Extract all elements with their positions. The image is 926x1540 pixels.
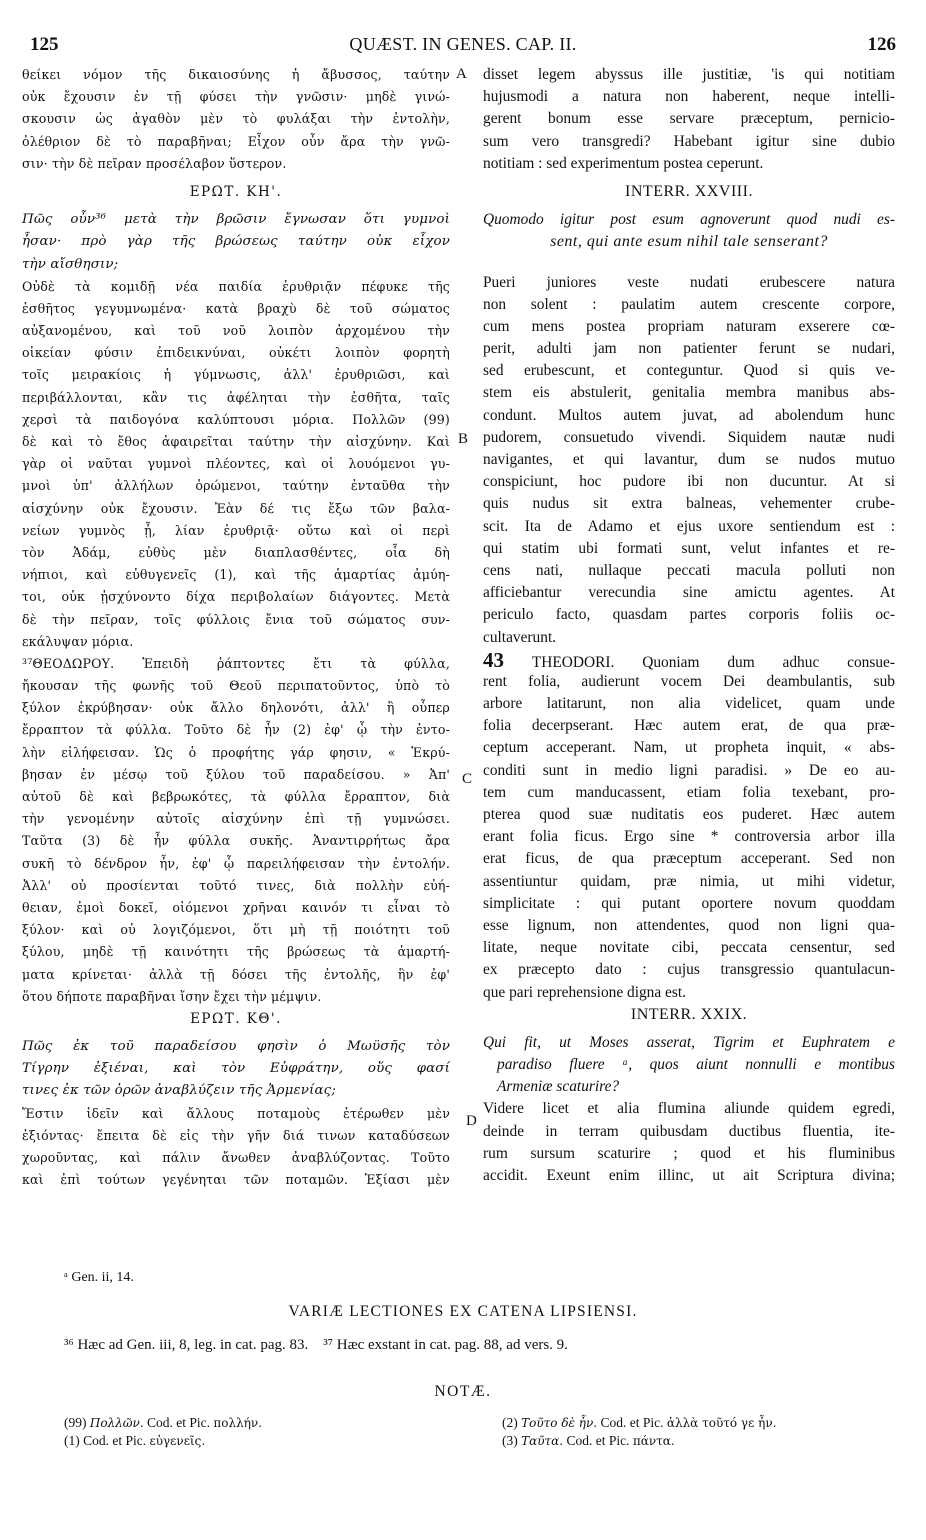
greek-line: ξύλου, μηδὲ τῇ καινότητι τῆς βρώσεως τὰ ἁμαρτή- — [22, 944, 450, 960]
greek-line: δὲ καὶ τὸ ἔθος ἀφαιρεῖται ταύτην τὴν αἰσχύνην. Καὶ — [22, 434, 450, 449]
greek-line: ³⁷ΘΕΟΔΩΡΟΥ. Ἐπειδὴ ῥάπτοντες ἔτι τὰ φύλλα, — [22, 655, 450, 671]
latin-line: ex præcepto dato : cujus transgressio quantulacun- — [483, 961, 895, 979]
greek-line: Ἀλλ' οὐ προσίενται τοῦτό τινες, διὰ πολλὴν εὐή- — [22, 877, 450, 893]
latin-line: Videre licet et alia flumina aliunde quidem egredi, — [483, 1100, 895, 1118]
note-greek: πάντα. — [632, 1434, 675, 1448]
latin-question-line: Qui fit, ut Moses asserat, Tigrim et Euphratem e — [483, 1033, 895, 1051]
greek-question-line: ἦσαν· πρὸ γὰρ τῆς βρώσεως ταύτην οὐκ εἶχον — [22, 234, 450, 250]
note-lemma: Τοῦτο δὲ ἦν. — [521, 1416, 598, 1430]
notae-title: NOTÆ. — [434, 1383, 492, 1400]
note-greek: ἀλλὰ τοῦτό γε ἦν. — [666, 1416, 777, 1430]
latin-line: pterea quod suæ nuditatis eos puderet. Hæc autem — [483, 806, 895, 823]
greek-line: περιβάλλονται, κἂν τις ἀφέληται τὴν ἐσθῆτα, ταῖς — [22, 389, 450, 405]
latin-intro-line: gerent bonum esse servare præceptum, pernicio- — [483, 110, 895, 128]
greek-line: Οὐδὲ τὰ κομιδῇ νέα παιδία ἐρυθριᾷν πέφυκε τῆς — [22, 278, 450, 294]
page-number-right: 126 — [867, 34, 896, 55]
note-label: (3) — [502, 1433, 518, 1448]
latin-line: litate, neque novitate cibi, peccata censentur, sed — [483, 939, 895, 957]
variant-note-37: ³⁷ Hæc exstant in cat. pag. 88, ad vers. 9. — [323, 1337, 568, 1353]
latin-line: erant folia ficus. Ergo sine * controversia arbor illa — [483, 828, 895, 846]
notes-right-column — [502, 1414, 776, 1450]
running-header — [30, 34, 896, 60]
latin-question-line: Quomodo igitur post esum agnoverunt quod nudi es- — [483, 211, 895, 229]
greek-intro-line: ὀλέθριον δὲ τὸ παραβῆναι; Εἶχον οὖν ἄρα τὴν γνῶ- — [22, 133, 450, 149]
greek-line: βησαν ἐν μέσῳ τοῦ ξύλου τοῦ παραδείσου. » Ἀπ' — [22, 766, 450, 782]
latin-line: simplicitate : qui putant oportere novum quoddam — [483, 894, 895, 912]
note-2 — [502, 1414, 776, 1432]
greek-line: ἔρραπτον τὰ φύλλα. Τοῦτο δὲ ἦν (2) ἐφ' ᾧ τὴν ἐντο- — [22, 722, 450, 738]
theodori-line — [483, 649, 895, 671]
note-greek: πολλήν. — [213, 1416, 263, 1430]
latin-question-line: sent, qui ante esum nihil tale senserant? — [550, 233, 828, 251]
margin-letter-b: B — [458, 431, 469, 447]
latin-line: condunt. Multos autem juvat, ad abolendum hunc — [483, 406, 895, 424]
latin-line: pudorem, consuetudo vivendi. Siquidem nautæ nudi — [483, 428, 895, 446]
greek-intro-line: θείκει νόμον τῆς δικαιοσύνης ἡ ἄβυσσος, ταύτην — [22, 67, 450, 82]
page-number-left: 125 — [30, 34, 59, 55]
note-99 — [64, 1414, 262, 1432]
latin-line: assentiuntur quidam, præ nimia, ut mihi videtur, — [483, 872, 895, 890]
latin-line: Pueri juniores veste nudati erubescere natura — [483, 273, 895, 291]
greek-question-line: τὴν αἴσθησιν; — [22, 256, 119, 272]
greek-line: μνοὶ ὑπ' ἀλλήλων ὁρώμενοι, ταύτην ἐνταῦθα τὴν — [22, 478, 450, 494]
greek-line: καὶ ἐπὶ τούτων γεγένηται τῶν ποταμῶν. Ἐξίασι μὲν — [22, 1172, 450, 1188]
greek-line: τοι, οὐκ ᾐσχύνοντο δίχα περιβολαίων διάγοντες. Μετὰ — [22, 589, 450, 605]
greek-intro — [22, 64, 450, 175]
latin-line: scit. Ita de Adamo et ejus uxore sentiendum est : — [483, 517, 895, 535]
latin-line: rum sursum scaturire ; quod et his fluminibus — [483, 1144, 895, 1162]
greek-line: ἐξιόντας· ἔπειτα δὲ εἰς τὴν γῆν διά τινων καταδύσεων — [22, 1127, 450, 1143]
greek-body-28 — [22, 276, 450, 1008]
greek-question-line: Τίγρην ἐξιέναι, καὶ τὸν Εὐφράτην, οὕς φασί — [22, 1061, 450, 1077]
greek-line: ὅτου δήποτε παραβῆναι ἴσην ἔχει τὴν μέμψιν. — [22, 988, 322, 1004]
latin-line: rent folia, audierunt vocem Dei deambulantis, sub — [483, 672, 895, 690]
variae-lectiones-title: VARIÆ LECTIONES EX CATENA LIPSIENSI. — [288, 1303, 638, 1320]
latin-line: stem eis abstulerit, genitalia membra manibus abs- — [483, 384, 895, 402]
latin-line: deinde in terram quibusdam ductibus fluentia, ite- — [483, 1122, 895, 1140]
latin-intro-line: hujusmodi a natura non haberent, neque intelli- — [483, 88, 895, 106]
latin-line: afficiebantur verecundia sine amictu agentes. At — [483, 584, 895, 602]
running-title: QUÆST. IN GENES. CAP. II. — [349, 34, 577, 54]
notes-left-column — [64, 1414, 262, 1450]
greek-line: γὰρ οἱ ναῦται γυμνοὶ πλέοντες, καὶ οἱ λουόμενοι γυ- — [22, 456, 450, 472]
latin-intro-line: sum vero transgredi? Habebant igitur sine dubio — [483, 132, 895, 150]
note-text: Cod. et Pic. — [566, 1433, 630, 1448]
note-3 — [502, 1432, 776, 1450]
greek-line: τοῖς μειρακίοις ἡ γύμνωσις, ἀλλ' ἐρυθριῶσι, καὶ — [22, 367, 450, 383]
latin-line: qui statim ubi formati sunt, velut infantes et re- — [483, 539, 895, 557]
greek-question-line: Πῶς οὖν³⁶ μετὰ τὴν βρῶσιν ἔγνωσαν ὅτι γυμνοὶ — [22, 212, 450, 228]
margin-letter-d: D — [466, 1113, 477, 1129]
latin-intro — [483, 64, 895, 175]
greek-line: αὐξανομένου, καὶ τοῦ νοῦ λοιπὸν ἀρχομένου τὴν — [22, 323, 450, 339]
greek-line: ματα κρίνεται· ἀλλὰ τῇ δόσει τῆς ἐντολῆς, ἣν ἐφ' — [22, 966, 450, 982]
latin-line: accidit. Exeunt enim illinc, ut ait Scriptura divina; — [483, 1167, 895, 1184]
latin-line: non solent : paulatim autem crescente corpore, — [483, 295, 895, 313]
greek-question-28 — [22, 209, 450, 276]
greek-line: συκῆ τὸ δένδρον ἦν, ἐφ' ᾧ παρειλήφεισαν τὴν ἐντολήν. — [22, 855, 450, 871]
note-label: (2) — [502, 1415, 518, 1430]
greek-line: λὴν εἰλήφεισαν. Ὡς ὁ προφήτης γάρ φησιν, « Ἐκρύ- — [22, 744, 450, 760]
greek-body-29 — [22, 1103, 450, 1192]
latin-question-line: Armeniæ scaturire? — [497, 1078, 620, 1096]
greek-heading-29: ΕΡΩΤ. ΚΘ'. — [190, 1010, 282, 1027]
latin-line: periculo facto, quasdam partes corporis foliis oc- — [483, 606, 895, 624]
greek-line: νήπιοι, καὶ εὐθυγενεῖς (1), καὶ τῆς ἁμαρτίας ἀμύη- — [22, 567, 450, 583]
latin-body-28 — [483, 272, 895, 1004]
latin-line: sed erubescunt, et conteguntur. Quod si quis ve- — [483, 362, 895, 380]
margin-letter-a: A — [456, 66, 467, 82]
greek-intro-line: σιν· τὴν δὲ πεῖραν προσέλαβον ὕστερον. — [22, 155, 287, 171]
greek-line: Ταῦτα (3) δὲ ἦν φύλλα συκῆς. Ἀναντιρρήτως ἄρα — [22, 833, 450, 849]
latin-question-29 — [483, 1032, 895, 1099]
latin-line: conditi sunt in medio ligni paradisi. » De eo au- — [483, 761, 895, 779]
latin-body-29 — [483, 1098, 895, 1187]
greek-line: νείων γυμνὸς ᾖ, λίαν ἐρυθριᾷ· οὕτω καὶ οἱ περὶ — [22, 522, 450, 538]
greek-question-line: τινες ἐκ τῶν ὀρῶν ἀναβλύζειν τῆς Ἀρμενίας; — [22, 1083, 336, 1099]
greek-line: χωροῦντας, καὶ πάλιν ἄνωθεν ἀναβλύζοντας. Τοῦτο — [22, 1150, 450, 1165]
latin-intro-line: notitiam : sed experimentum postea ceperunt. — [483, 154, 764, 172]
note-text: Cod. et Pic. — [83, 1433, 147, 1448]
latin-line: perit, adulti jam non patienter ferunt se nudari, — [483, 340, 895, 358]
greek-column — [22, 64, 450, 1191]
latin-line: erat ficus, de qua præceptum acceperant. Sed non — [483, 850, 895, 868]
greek-line: τὴν γενομένην αὐτοῖς αἰσχύνην ἐπὶ τῇ γυμνώσει. — [22, 811, 450, 827]
greek-heading-28: ΕΡΩΤ. ΚΗ'. — [189, 183, 283, 200]
theodori-text: THEODORI. Quoniam dum adhuc consue- — [531, 653, 895, 671]
note-text: Cod. et Pic. — [147, 1415, 211, 1430]
greek-line: τὸν Ἀδάμ, εὐθὺς μὲν διαπλασθέντες, οἷα δὴ — [22, 544, 450, 560]
scripture-footnote: ᵃ Gen. ii, 14. — [64, 1270, 134, 1285]
greek-line: οἰκείαν φύσιν ἐπιδεικνύναι, οὐκέτι λοιπὸν φορητὴ — [22, 345, 450, 361]
greek-line: ξύλον ἐκρύβησαν· οὐκ ἄλλο δηλονότι, ἀλλ' ἢ οὗπερ — [22, 700, 450, 716]
latin-line: cens nati, nullaque peccati macula polluti non — [483, 561, 895, 579]
greek-question-line: Πῶς ἐκ τοῦ παραδείσου φησὶν ὁ Μωϋσῆς τὸν — [22, 1039, 450, 1055]
latin-line: que pari reprehensione digna est. — [483, 983, 686, 1001]
latin-question-28 — [483, 209, 895, 253]
latin-line: navigantes, et qui lavantur, dum se nudos mutuo — [483, 451, 895, 468]
greek-intro-line: οὐκ ἔχουσιν ἐν τῇ φύσει τὴν γνῶσιν· μηδὲ γινώ- — [22, 89, 450, 105]
note-1 — [64, 1432, 262, 1450]
greek-line: ἐσθῆτος γεγυμνωμένα· κατὰ βραχὺ δὲ τοῦ σώματος — [22, 300, 450, 316]
note-text: Cod. et Pic. — [600, 1415, 664, 1430]
latin-line: arbore latitarunt, non alia videlicet, quam unde — [483, 695, 895, 713]
greek-line: Ἔστιν ἰδεῖν καὶ ἄλλους ποταμοὺς ἑτέρωθεν μὲν — [22, 1105, 450, 1121]
latin-line: cum mens postea propriam naturam exserere cœ- — [483, 317, 895, 335]
greek-line: δὲ τὴν πεῖραν, τοῖς φύλλοις ἔνια τοῦ σώματος συν- — [22, 611, 450, 627]
greek-line: αἰσχύνην οὐκ ἔχουσιν. Ἐὰν δέ τις ἔξω τῶν βαλα- — [22, 500, 450, 516]
latin-line: cultaverunt. — [483, 628, 557, 646]
note-lemma: Πολλῶν. — [89, 1416, 144, 1430]
variant-note-36: ³⁶ Hæc ad Gen. iii, 8, leg. in cat. pag. 83. — [64, 1337, 309, 1353]
greek-line: εκάλυψαν μόρια. — [22, 633, 134, 649]
greek-line: ἤκουσαν τῆς φωνῆς τοῦ Θεοῦ περιπατοῦντος, ὑπὸ τὸ — [22, 678, 450, 694]
latin-question-line: paradiso fluere ᵃ, quos aiunt nonnulli e montibus — [497, 1056, 895, 1074]
latin-line: folia decerpserant. Hæc autem erat, de qua præ- — [483, 717, 895, 735]
margin-letter-c: C — [462, 771, 473, 787]
latin-line: tem cum manducassent, etiam folia texebant, pro- — [483, 783, 895, 801]
greek-line: θειαν, ἐμοὶ δοκεῖ, οἰόμενοι χρῆναι καινόν τι εἶναι τὸ — [22, 899, 450, 915]
latin-intro-line: disset legem abyssus ille justitiæ, 'is qui notitiam — [483, 66, 895, 83]
greek-line: ξύλον· καὶ οὐ λογιζόμενοι, ὅτι μὴ τῇ ποιότητι τοῦ — [22, 922, 450, 938]
latin-line: quis nudus sit extra balneas, vehementer crube- — [483, 495, 895, 513]
greek-line: χερσὶ τὰ παιδογόνα καλύπτουσι μόρια. Πολλῶν (99) — [22, 411, 450, 427]
theodori-number: 43 — [483, 647, 504, 672]
latin-line: conspiciunt, hoc pudore ibi non ducuntur. At si — [483, 473, 895, 491]
note-lemma: Ταῦτα. — [521, 1434, 564, 1448]
greek-intro-line: σκουσιν ὡς ἀγαθὸν μὲν τὸ φυλάξαι τὴν ἐντολὴν, — [22, 111, 450, 127]
latin-heading-29: INTERR. XXIX. — [630, 1005, 748, 1023]
latin-heading-28: INTERR. XXVIII. — [625, 182, 753, 200]
latin-column — [483, 64, 895, 1187]
note-label: (1) — [64, 1433, 80, 1448]
latin-line: ceptum acceperant. Nam, ut propheta inquit, « abs- — [483, 739, 895, 757]
latin-line: esse lignum, non attendentes, quod non ligni qua- — [483, 916, 895, 934]
greek-question-29 — [22, 1036, 450, 1103]
greek-line: αὐτοῦ δὲ καὶ βεβρωκότες, τὰ φύλλα ἔρραπτον, διὰ — [22, 789, 450, 804]
note-greek: εὐγενεῖς. — [149, 1434, 206, 1448]
variae-lectiones-notes — [64, 1337, 568, 1354]
note-label: (99) — [64, 1415, 87, 1430]
